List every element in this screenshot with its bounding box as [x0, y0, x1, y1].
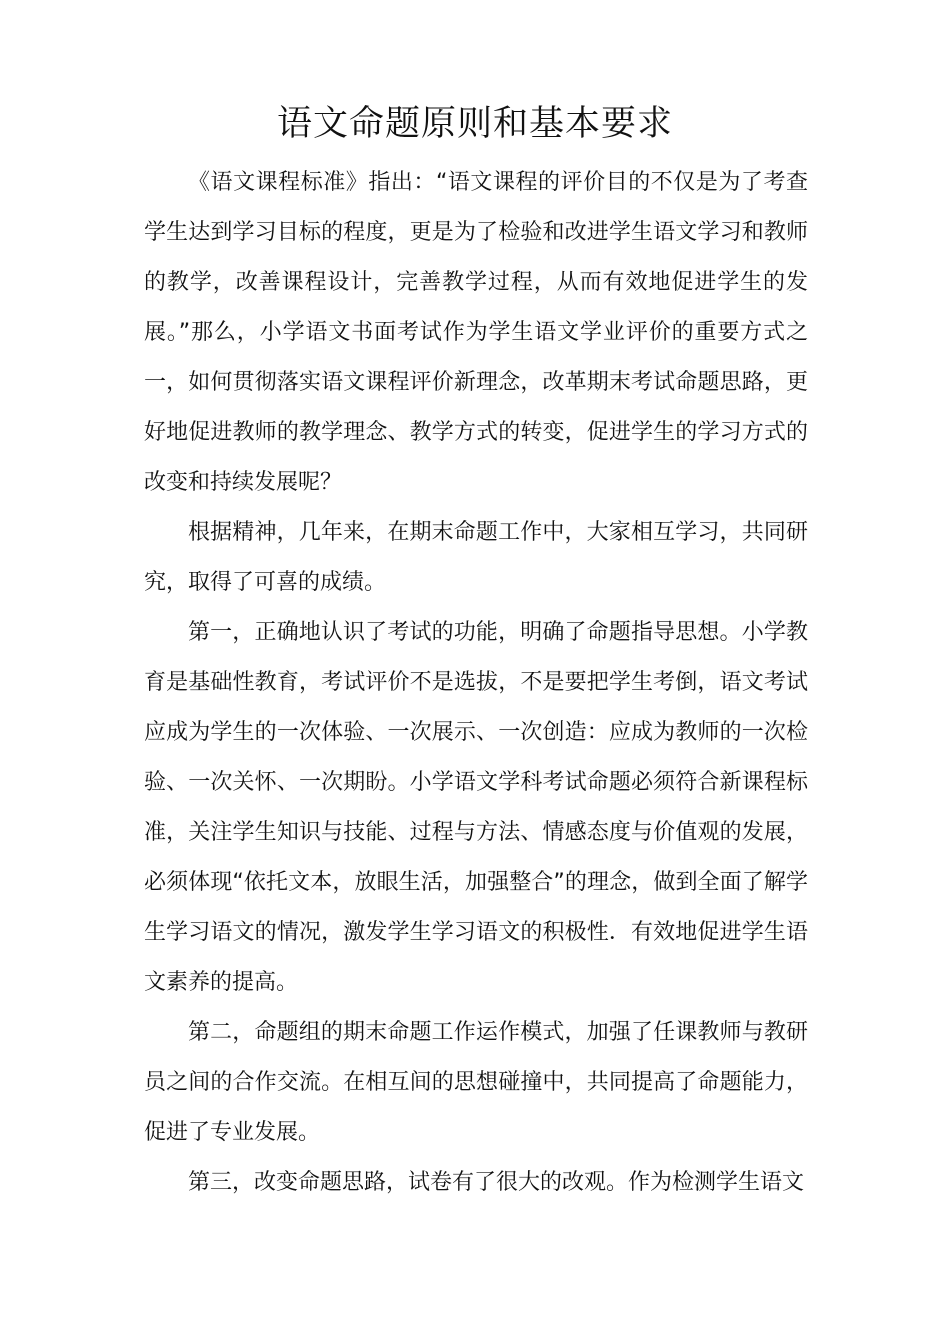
- paragraph-4: 第二，命题组的期末命题工作运作模式，加强了任课教师与教研员之间的合作交流。在相互间的思想碰撞中，共同提高了命题能力，促进了专业发展。: [144, 1020, 808, 1145]
- paragraph-3: 第一，正确地认识了考试的功能，明确了命题指导思想。小学教育是基础性教育，考试评价不是选拔，不是要把学生考倒，语文考试应成为学生的一次体验、一次展示、一次创造：应成为教师的一次检验、一次关怀、一次期盼。小学语文学科考试命题必须符合新课程标准，关注学生知识与技能、过程与方法、情感态度与价值观的发展，必须体现“依托文本，放眼生活，加强整合”的理念，做到全面了解学生学习语文的情况，激发学生学习语文的积极性．有效地促进学生语文素养的提高。: [144, 620, 808, 995]
- document-body: [144, 158, 808, 1208]
- paragraph-5: 第三，改变命题思路，试卷有了很大的改观。作为检测学生语文: [188, 1170, 805, 1195]
- paragraph-2: 根据精神，几年来，在期末命题工作中，大家相互学习，共同研究，取得了可喜的成绩。: [144, 520, 808, 595]
- document-title: 语文命题原则和基本要求: [276, 104, 673, 144]
- paragraph-1: 《语文课程标准》指出：“语文课程的评价目的不仅是为了考查学生达到学习目标的程度，更是为了检验和改进学生语文学习和教师的教学，改善课程设计，完善教学过程，从而有效地促进学生的发展。”那么，小学语文书面考试作为学生语文学业评价的重要方式之一，如何贯彻落实语文课程评价新理念，改革期末考试命题思路，更好地促进教师的教学理念、教学方式的转变，促进学生的学习方式的改变和持续发展呢？: [144, 170, 808, 495]
